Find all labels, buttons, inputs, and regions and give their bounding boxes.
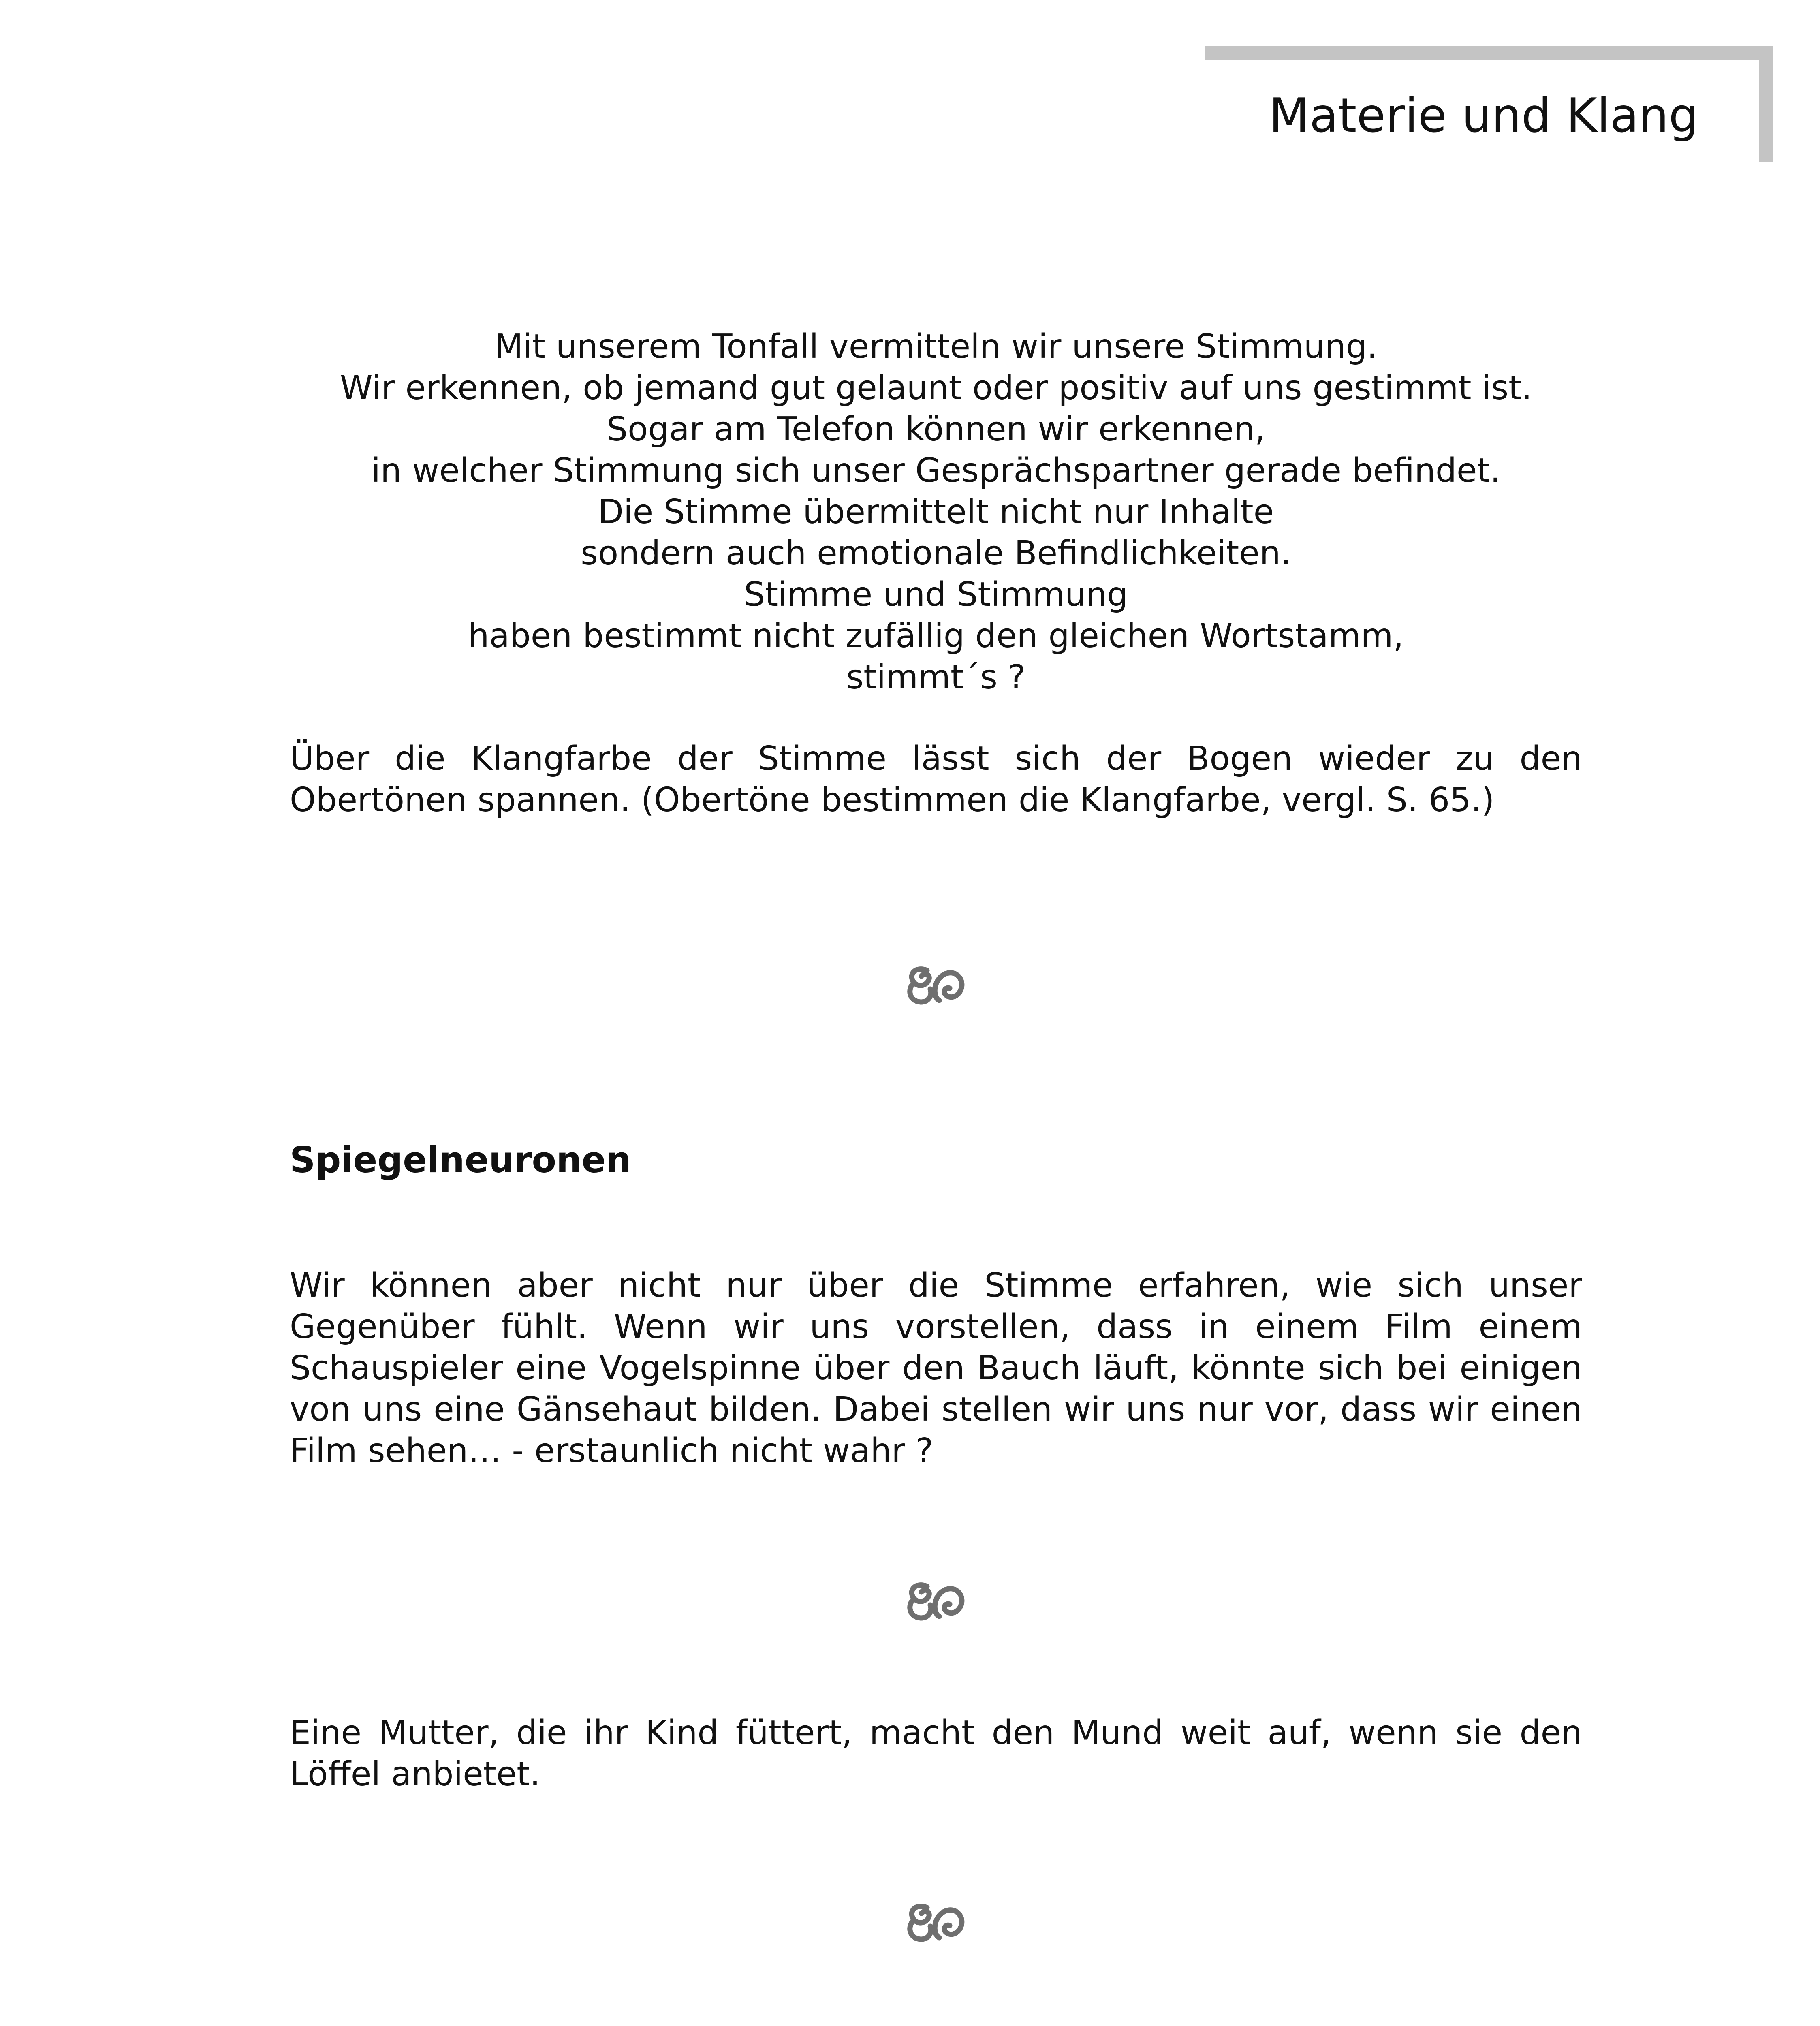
paragraph-klangfarbe: Über die Klangfarbe der Stimme lässt sich der Bogen wieder zu den Obertönen spannen. (Obertöne bestimmen die Klangfarbe, vergl. S. 65.) — [290, 739, 1582, 819]
centered-text-block — [290, 326, 1582, 698]
centered-line: stimmt´s ? — [846, 658, 1026, 697]
centered-line: Mit unserem Tonfall vermitteln wir unsere Stimmung. — [494, 327, 1378, 366]
centered-line: sondern auch emotionale Befindlichkeiten. — [581, 534, 1291, 573]
centered-line: in welcher Stimmung sich unser Gesprächspartner gerade befindet. — [371, 451, 1501, 490]
fleuron-ornament-icon — [904, 1900, 968, 1944]
header-corner-bar-top — [1205, 46, 1773, 60]
fleuron-ornament-icon — [904, 1578, 968, 1623]
fleuron-ornament-icon — [904, 962, 968, 1007]
section-heading: Spiegelneuronen — [290, 1139, 631, 1181]
centered-line: Wir erkennen, ob jemand gut gelaunt oder positiv auf uns gestimmt ist. — [340, 369, 1532, 407]
centered-line: Stimme und Stimmung — [743, 575, 1128, 614]
header-corner-bar-right — [1759, 46, 1773, 162]
paragraph-mutter: Eine Mutter, die ihr Kind füttert, macht den Mund weit auf, wenn sie den Löffel anbietet. — [290, 1714, 1582, 1793]
centered-line: haben bestimmt nicht zufällig den gleichen Wortstamm, — [468, 617, 1404, 655]
centered-line: Die Stimme übermittelt nicht nur Inhalte — [598, 493, 1274, 531]
chapter-title: Materie und Klang — [1269, 88, 1698, 143]
paragraph-spiegel-intro: Wir können aber nicht nur über die Stimme erfahren, wie sich unser Gegenüber fühlt. Wenn wir uns vorstellen, dass in einem Film einem Schauspieler eine Vogelspinne über den Bauch läuft, könnte sich bei einigen von uns eine Gänsehaut bilden. Dabei stellen wir uns nur vor, dass wir einen Film sehen… - erstaunlich nicht wahr ? — [290, 1266, 1582, 1470]
centered-line: Sogar am Telefon können wir erkennen, — [607, 410, 1265, 449]
